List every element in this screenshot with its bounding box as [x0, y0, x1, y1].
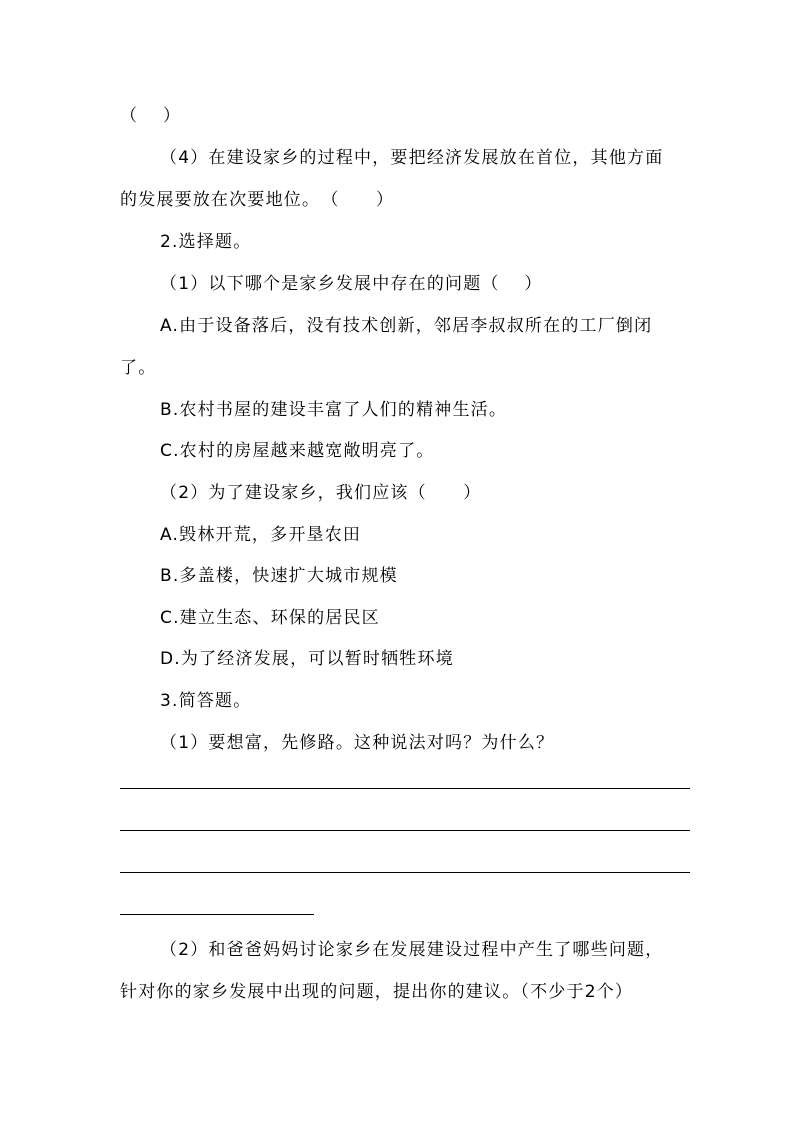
choice-1-option-c: C.农村的房屋越来越宽敞明亮了。: [160, 441, 435, 461]
short-answer-question-2-line-1: （2）和爸爸妈妈讨论家乡在发展建设过程中产生了哪些问题，: [160, 940, 664, 960]
choice-1-option-b: B.农村书屋的建设丰富了人们的精神生活。: [160, 400, 508, 420]
answer-blank-line: （ ）: [120, 106, 182, 126]
answer-writing-line: [120, 830, 690, 831]
short-answer-question-2-line-2: 针对你的家乡发展中出现的问题，提出你的建议。（不少于2个）: [120, 982, 634, 1002]
choice-2-option-d: D.为了经济发展，可以暂时牺牲环境: [160, 649, 454, 669]
judgment-item-4-line-1: （4）在建设家乡的过程中，要把经济发展放在首位，其他方面: [160, 148, 664, 168]
answer-writing-line: [120, 914, 314, 915]
answer-writing-line: [120, 788, 690, 789]
section-2-heading: 2.选择题。: [160, 232, 252, 252]
choice-1-option-a-line-1: A.由于设备落后，没有技术创新，邻居李叔叔所在的工厂倒闭: [160, 316, 653, 336]
choice-2-option-b: B.多盖楼，快速扩大城市规模: [160, 566, 398, 586]
section-3-heading: 3.简答题。: [160, 691, 252, 711]
choice-question-2: （2）为了建设家乡，我们应该（ ）: [160, 483, 482, 503]
choice-2-option-c: C.建立生态、环保的居民区: [160, 608, 380, 628]
answer-writing-line: [120, 872, 690, 873]
choice-question-1: （1）以下哪个是家乡发展中存在的问题（ ）: [160, 274, 543, 294]
choice-1-option-a-line-2: 了。: [120, 358, 157, 378]
judgment-item-4-line-2: 的发展要放在次要地位。 （ ）: [120, 190, 395, 210]
short-answer-question-1: （1）要想富，先修路。这种说法对吗？为什么？: [160, 733, 555, 753]
choice-2-option-a: A.毁林开荒，多开垦农田: [160, 525, 362, 545]
